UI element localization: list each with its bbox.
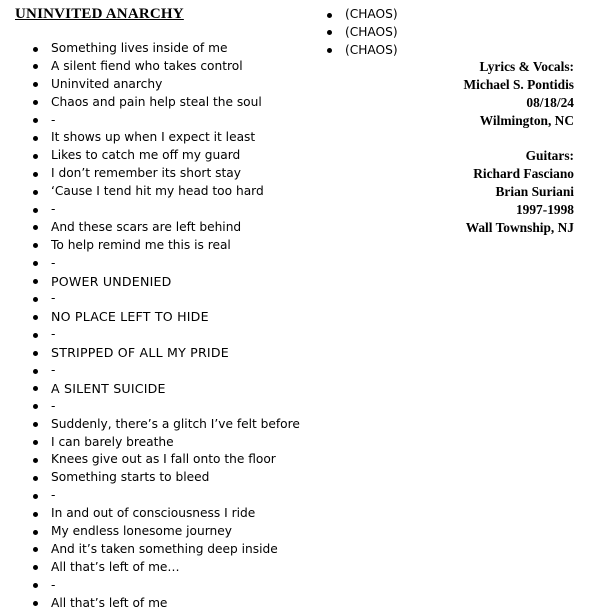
lyric-text: -	[51, 291, 56, 306]
guitars-location: Wall Township, NJ	[465, 220, 574, 235]
bullet-icon	[33, 476, 38, 481]
lyric-line	[0, 147, 300, 165]
lyric-line	[0, 595, 300, 613]
chaos-list	[322, 6, 398, 59]
bullet-icon	[33, 601, 38, 606]
lyric-line	[0, 344, 300, 362]
lyrics-location: Wilmington, NC	[479, 113, 574, 128]
bullet-icon	[33, 351, 38, 356]
lyric-text: To help remind me this is real	[51, 237, 231, 252]
lyric-line	[0, 40, 300, 58]
bullet-icon	[33, 243, 38, 248]
song-title: UNINVITED ANARCHY	[15, 6, 184, 22]
lyric-text: -	[51, 577, 56, 592]
chaos-line	[322, 6, 398, 24]
lyric-line	[0, 112, 300, 130]
lyric-text: All that’s left of me	[51, 595, 168, 610]
bullet-icon	[33, 333, 38, 338]
lyric-text: -	[51, 112, 56, 127]
lyric-line	[0, 541, 300, 559]
bullet-icon	[33, 118, 38, 123]
lyricist-name: Michael S. Pontidis	[463, 77, 574, 92]
bullet-icon	[33, 297, 38, 302]
bullet-icon	[33, 404, 38, 409]
chaos-text: (CHAOS)	[345, 42, 398, 57]
chaos-text: (CHAOS)	[345, 7, 398, 21]
guitarist-name-1: Richard Fasciano	[473, 166, 574, 181]
bullet-icon	[33, 440, 38, 445]
credits-block	[464, 58, 574, 237]
lyric-text: In and out of consciousness I ride	[51, 506, 256, 521]
lyric-text: I can barely breathe	[51, 434, 174, 449]
bullet-icon	[33, 565, 38, 570]
bullet-icon	[33, 422, 38, 427]
lyric-text: And these scars are left behind	[51, 219, 242, 234]
bullet-icon	[33, 458, 38, 463]
bullet-icon	[33, 172, 38, 177]
guitars-heading: Guitars:	[525, 148, 574, 163]
lyric-text: And it’s taken something deep inside	[51, 541, 278, 556]
bullet-icon	[33, 64, 38, 69]
bullet-icon	[33, 512, 38, 517]
bullet-icon	[33, 494, 38, 499]
bullet-icon	[33, 279, 38, 284]
lyric-text: ‘Cause I tend hit my head too hard	[51, 184, 264, 199]
bullet-icon	[33, 136, 38, 141]
lyric-text: I don’t remember its short stay	[51, 166, 241, 181]
lyric-text: A SILENT SUICIDE	[51, 380, 166, 396]
lyric-text: POWER UNDENIED	[51, 273, 172, 289]
bullet-icon	[327, 30, 332, 35]
lyric-text: -	[51, 488, 56, 503]
lyric-line	[0, 434, 300, 452]
lyric-line	[0, 416, 300, 434]
lyric-line	[0, 308, 300, 326]
lyric-text: All that’s left of me…	[51, 559, 180, 574]
credits-spacer	[464, 130, 574, 147]
lyric-text: Chaos and pain help steal the soul	[51, 94, 262, 109]
bullet-icon	[33, 47, 38, 52]
bullet-icon	[327, 13, 332, 18]
lyric-line	[0, 380, 300, 398]
lyric-text: Something starts to bleed	[51, 470, 210, 485]
lyric-line	[0, 559, 300, 577]
lyric-text: Uninvited anarchy	[51, 76, 163, 91]
lyric-line	[0, 219, 300, 237]
bullet-icon	[327, 48, 332, 53]
lyric-line	[0, 165, 300, 183]
bullet-icon	[33, 530, 38, 535]
lyric-text: -	[51, 202, 56, 217]
bullet-icon	[33, 190, 38, 195]
bullet-icon	[33, 315, 38, 320]
chaos-line	[322, 24, 398, 42]
lyric-text: Knees give out as I fall onto the floor	[51, 452, 276, 467]
lyrics-vocals-heading: Lyrics & Vocals:	[479, 59, 574, 74]
lyric-text: Likes to catch me off my guard	[51, 148, 241, 163]
lyric-line	[0, 451, 300, 469]
bullet-icon	[33, 225, 38, 230]
bullet-icon	[33, 154, 38, 159]
lyrics-date: 08/18/24	[526, 95, 574, 110]
lyric-line	[0, 469, 300, 487]
lyric-line	[0, 362, 300, 380]
lyric-text: A silent fiend who takes control	[51, 58, 243, 73]
lyric-text: -	[51, 363, 56, 378]
lyric-text: NO PLACE LEFT TO HIDE	[51, 309, 209, 325]
bullet-icon	[33, 369, 38, 374]
bullet-icon	[33, 100, 38, 105]
lyric-line	[0, 290, 300, 308]
chaos-text: (CHAOS)	[345, 24, 398, 39]
lyric-text: My endless lonesome journey	[51, 524, 232, 539]
lyric-line	[0, 255, 300, 273]
lyric-text: -	[51, 255, 56, 270]
lyrics-list	[0, 40, 300, 613]
lyric-line	[0, 76, 300, 94]
lyric-line	[0, 129, 300, 147]
chaos-line	[322, 42, 398, 60]
bullet-icon	[33, 547, 38, 552]
lyric-line	[0, 398, 300, 416]
bullet-icon	[33, 82, 38, 87]
bullet-icon	[33, 261, 38, 266]
lyric-text: -	[51, 398, 56, 413]
bullet-icon	[33, 208, 38, 213]
guitars-years: 1997-1998	[515, 202, 574, 217]
guitarist-name-2: Brian Suriani	[495, 184, 574, 199]
lyric-line	[0, 183, 300, 201]
lyric-text: -	[51, 327, 56, 342]
lyric-line	[0, 523, 300, 541]
lyric-text: It shows up when I expect it least	[51, 130, 256, 145]
lyric-line	[0, 201, 300, 219]
lyric-line	[0, 577, 300, 595]
lyric-text: Suddenly, there’s a glitch I’ve felt before	[51, 416, 300, 431]
lyric-line	[0, 505, 300, 523]
lyric-line	[0, 487, 300, 505]
lyric-line	[0, 273, 300, 291]
lyric-text: STRIPPED OF ALL MY PRIDE	[51, 345, 229, 361]
lyric-line	[0, 237, 300, 255]
lyric-text: Something lives inside of me	[51, 41, 228, 55]
bullet-icon	[33, 386, 38, 391]
bullet-icon	[33, 583, 38, 588]
lyric-line	[0, 326, 300, 344]
lyric-line	[0, 58, 300, 76]
lyric-line	[0, 94, 300, 112]
